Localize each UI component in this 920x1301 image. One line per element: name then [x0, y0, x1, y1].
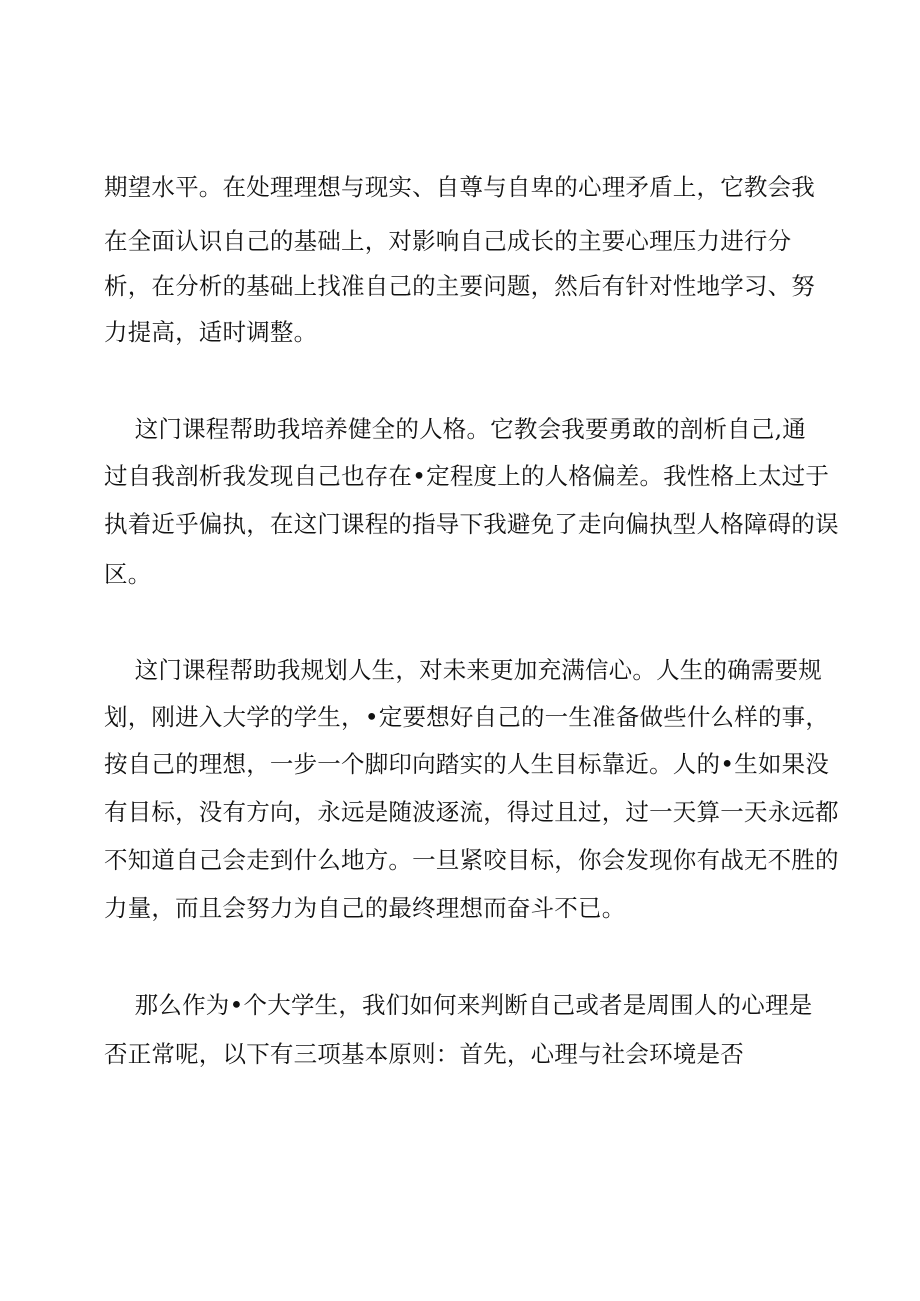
text-line: 不知道自己会走到什么地方。一旦紧咬目标，你会发现你有战无不胜的	[104, 846, 839, 874]
text-line: 过自我剖析我发现自己也存在•定程度上的人格偏差。我性格上太过于	[104, 462, 830, 490]
text-line: 否正常呢，以下有三项基本原则：首先，心理与社会环境是否	[104, 1040, 744, 1068]
text-line: 力提高，适时调整。	[104, 318, 318, 346]
text-line: 区。	[104, 560, 152, 588]
text-line: 期望水平。在处理理想与现实、自尊与自卑的心理矛盾上，它教会我	[104, 173, 815, 201]
text-line: 力量，而且会努力为自己的最终理想而奋斗不已。	[104, 894, 626, 922]
text-line: 按自己的理想，一步一个脚印向踏实的人生目标靠近。人的•生如果没	[104, 750, 830, 778]
text-line: 执着近乎偏执，在这门课程的指导下我避免了走向偏执型人格障碍的误	[104, 510, 839, 538]
text-line: 这门课程帮助我培养健全的人格。它教会我要勇敢的剖析自己,通	[104, 415, 806, 443]
text-line: 有目标，没有方向，永远是随波逐流，得过且过，过一天算一天永远都	[104, 798, 839, 826]
text-line: 在全面认识自己的基础上，对影响自己成长的主要心理压力进行分	[104, 227, 792, 255]
text-line: 划，刚进入大学的学生，•定要想好自己的一生准备做些什么样的事，	[104, 703, 830, 731]
text-line: 这门课程帮助我规划人生，对未来更加充满信心。人生的确需要规	[104, 656, 822, 684]
text-line: 析，在分析的基础上找准自己的主要问题，然后有针对性地学习、努	[104, 272, 815, 300]
text-line: 那么作为•个大学生，我们如何来判断自己或者是周围人的心理是	[104, 991, 813, 1019]
